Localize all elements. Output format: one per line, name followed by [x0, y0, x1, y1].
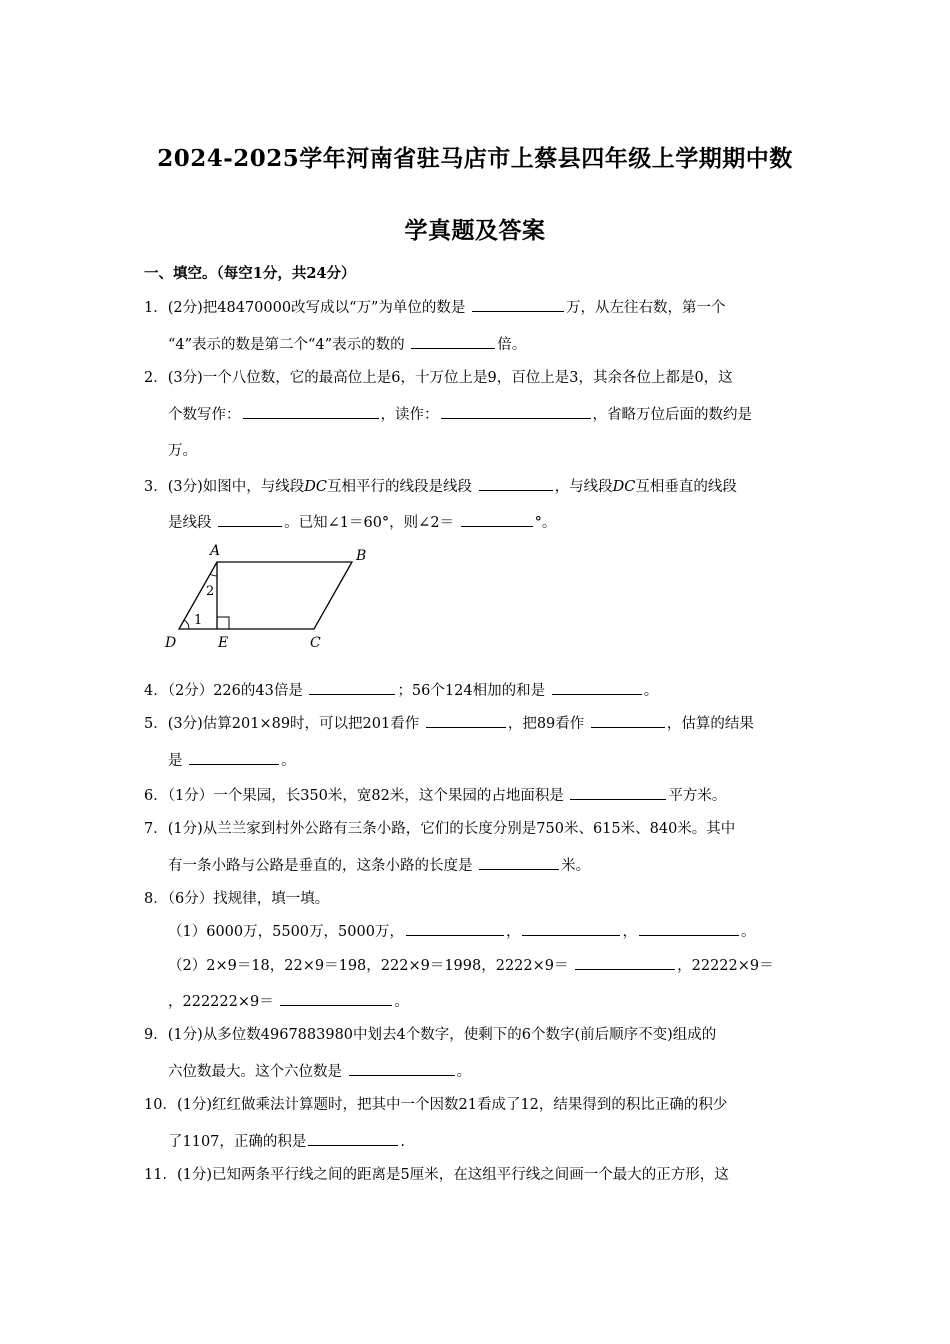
q6-line: [144, 785, 726, 806]
parallelogram-figure: [155, 538, 375, 653]
q3-line-1: [144, 476, 737, 497]
q4-blank-1[interactable]: [309, 680, 395, 695]
q3-blank-angle[interactable]: [461, 512, 533, 527]
label-c: C: [310, 635, 321, 651]
q1-text-c: “4”表示的数是第二个“4”表示的数的: [168, 337, 405, 353]
q5-line-1: [144, 713, 754, 734]
q2-text-d: ，省略万位后面的数约是: [592, 407, 752, 423]
q8-blank-5[interactable]: [280, 991, 392, 1006]
q10-line-1: 10．(1分)红红做乘法计算题时，把其中一个因数21看成了12，结果得到的积比正确的积少: [144, 1097, 728, 1113]
q1-blank-2[interactable]: [411, 334, 495, 349]
q5-blank-1[interactable]: [426, 713, 506, 728]
q8-blank-4[interactable]: [575, 955, 675, 970]
q4-text-b: ；56个124相加的和是: [397, 683, 546, 699]
q3-dc-label-1: DC: [304, 479, 327, 495]
q9-text-b: 六位数最大。这个六位数是: [168, 1064, 342, 1080]
q4-line: [144, 680, 658, 701]
label-d: D: [165, 635, 177, 651]
q3-dc-label-2: DC: [612, 479, 636, 495]
angle-1-arc: [184, 620, 189, 629]
q8-blank-1[interactable]: [406, 921, 504, 936]
q1-text-b: 万，从左往右数，第一个: [566, 300, 726, 316]
q9-line-2: [168, 1061, 471, 1082]
q2-text-c: ，读作：: [380, 407, 439, 423]
q8-part-1: [168, 921, 755, 942]
q3-text-a3: ，与线段: [554, 479, 613, 495]
q1-blank-1[interactable]: [472, 297, 564, 312]
q2-text-b: 个数写作：: [168, 407, 241, 423]
q3-text-b1: 是线段: [168, 515, 212, 531]
label-angle-1: 1: [194, 613, 203, 628]
q9-blank[interactable]: [349, 1061, 455, 1076]
q9-line-1: 9．(1分)从多位数4967883980中划去4个数字，使剩下的6个数字(前后顺序不变)组成的: [144, 1027, 717, 1043]
q8-line-1: 8．（6分）找规律，填一填。: [144, 891, 330, 907]
q3-blank-perpendicular[interactable]: [218, 512, 282, 527]
q5-text-b: ，把89看作: [507, 716, 585, 732]
q4-text-c: 。: [643, 683, 659, 699]
q2-blank-read[interactable]: [441, 404, 591, 419]
label-angle-2: 2: [206, 584, 215, 599]
q5-text-e: 。: [281, 753, 296, 769]
q8-blank-2[interactable]: [522, 921, 620, 936]
q7-line-2: [168, 855, 590, 876]
right-angle-mark: [217, 617, 229, 629]
q5-blank-3[interactable]: [189, 750, 279, 765]
q1-line-2: [168, 334, 526, 355]
q8-text-p2: （2）2×9＝18，22×9＝198，222×9＝1998，2222×9＝: [168, 958, 569, 974]
q8-part-2: [168, 955, 774, 976]
q8-text-p2end: 。: [394, 994, 409, 1010]
q5-text-a: 5．(3分)估算201×89时，可以把201看作: [144, 716, 420, 732]
q5-blank-2[interactable]: [591, 713, 665, 728]
q10-text-c: .: [400, 1134, 406, 1150]
q4-text-a: 4．（2分）226的43倍是: [144, 683, 303, 699]
q5-text-c: ，估算的结果: [666, 716, 754, 732]
q2-blank-write[interactable]: [243, 404, 379, 419]
q1-text-a: 1．(2分)把48470000改写成以“万”为单位的数是: [144, 300, 466, 316]
label-e: E: [218, 635, 229, 651]
q9-text-c: 。: [456, 1064, 472, 1080]
q4-blank-2[interactable]: [552, 680, 642, 695]
q10-line-2: [168, 1131, 405, 1152]
q3-blank-parallel[interactable]: [479, 476, 553, 491]
q6-text-a: 6．（1分）一个果园，长350米，宽82米，这个果园的占地面积是: [144, 788, 564, 804]
q10-text-b: 了1107，正确的积是: [168, 1134, 307, 1150]
q1-line-1: [144, 297, 726, 318]
q6-blank[interactable]: [570, 785, 666, 800]
q3-line-2: [168, 512, 556, 533]
title-line-1: 2024-2025学年河南省驻马店市上蔡县四年级上学期期中数: [157, 145, 793, 172]
q8-sep-1: ，: [505, 924, 521, 940]
q3-text-b2: 。已知∠1＝60°，则∠2＝: [284, 515, 455, 531]
angle-2-arc: [210, 574, 217, 576]
q5-text-d: 是: [168, 753, 183, 769]
q2-line-2: [168, 404, 752, 425]
q8-blank-3[interactable]: [639, 921, 739, 936]
q8-text-p2c: ，222222×9＝: [168, 994, 274, 1010]
q11-line-1: 11．(1分)已知两条平行线之间的距离是5厘米，在这组平行线之间画一个最大的正方形，这: [144, 1167, 729, 1183]
q8-part-2-cont: [168, 991, 409, 1012]
q3-text-a1: 3．(3分)如图中，与线段: [144, 479, 305, 495]
q3-text-a2: 互相平行的线段是线段: [327, 479, 472, 495]
q8-sep-2: ，: [622, 924, 637, 940]
parallelogram-abcd: [179, 562, 352, 629]
q8-text-p1: （1）6000万，5500万，5000万，: [168, 924, 404, 940]
q3-text-b3: °。: [534, 515, 557, 531]
q2-line-3: 万。: [168, 443, 197, 459]
title-line-2: 学真题及答案: [404, 217, 546, 244]
label-b: B: [356, 548, 367, 564]
q1-text-d: 倍。: [497, 337, 527, 353]
q8-text-p1end: 。: [740, 924, 756, 940]
q7-text-b: 有一条小路与公路是垂直的，这条小路的长度是: [168, 858, 473, 874]
q7-blank[interactable]: [479, 855, 559, 870]
q8-text-p2b: ，22222×9＝: [677, 958, 774, 974]
section-heading: 一、填空。（每空1分，共24分）: [144, 265, 356, 282]
q10-blank[interactable]: [308, 1131, 398, 1146]
q3-text-a4: 互相垂直的线段: [635, 479, 737, 495]
q2-line-1: 2．(3分)一个八位数，它的最高位上是6，十万位上是9，百位上是3，其余各位上都是0，这: [144, 370, 733, 386]
q7-text-c: 米。: [561, 858, 591, 874]
q7-line-1: 7．(1分)从兰兰家到村外公路有三条小路，它们的长度分别是750米、615米、840米。其中: [144, 821, 736, 837]
q6-text-b: 平方米。: [668, 788, 727, 804]
label-a: A: [210, 543, 221, 559]
q5-line-2: [168, 750, 296, 771]
